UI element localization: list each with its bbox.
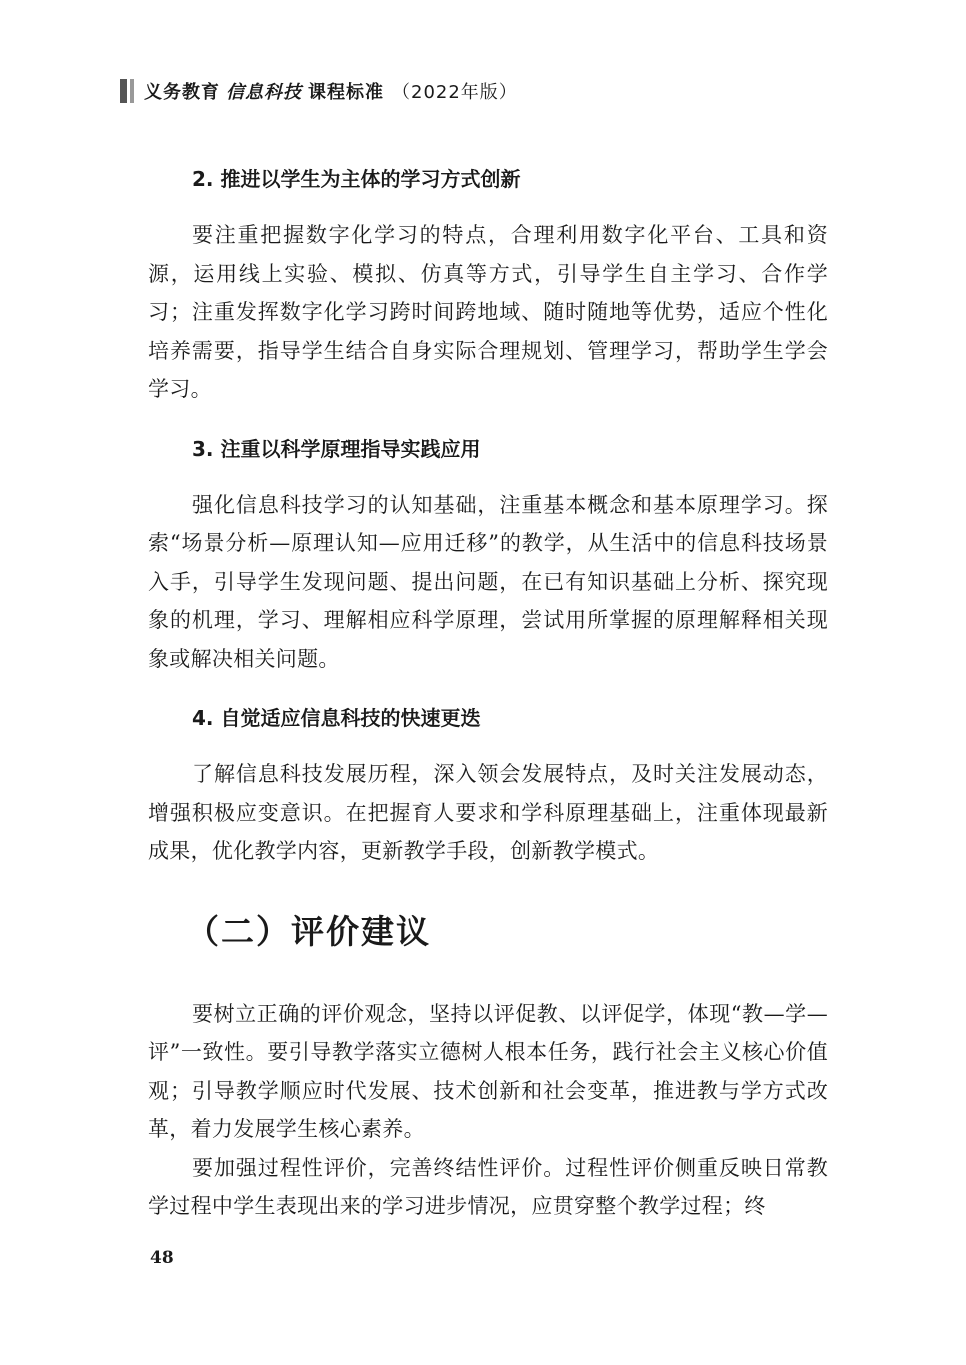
paragraph: 要加强过程性评价，完善终结性评价。过程性评价侧重反映日常教学过程中学生表现出来的学习进步情况，应贯穿整个教学过程；终 [148,1155,828,1218]
section-title-evaluation: （二）评价建议 [186,911,431,951]
header-title-part3: 课程标准 [308,82,384,103]
header-bars-icon [120,79,134,103]
header-title-part2: 信息科技 [226,82,302,103]
paragraph: 强化信息科技学习的认知基础，注重基本概念和基本原理学习。探索“场景分析—原理认知—应用迁移”的教学，从生活中的信息科技场景入手，引导学生发现问题、提出问题，在已有知识基础上分析、探究现象的机理，学习、理解相应科学原理，尝试用所掌握的原理解释相关现象或解决相关问题。 [148,492,828,671]
page-number: 48 [150,1248,174,1268]
subheading-3: 3. 注重以科学原理指导实践应用 [192,436,481,461]
paragraph: 要注重把握数字化学习的特点，合理利用数字化平台、工具和资源，运用线上实验、模拟、仿真等方式，引导学生自主学习、合作学习；注重发挥数字化学习跨时间跨地域、随时随地等优势，适应个性化培养需要，指导学生结合自身实际合理规划、管理学习，帮助学生学会学习。 [148,223,828,401]
subheading-2: 2. 推进以学生为主体的学习方式创新 [192,167,521,191]
header-title-part1: 义务教育 [144,82,220,103]
paragraph: 了解信息科技发展历程，深入领会发展特点，及时关注发展动态，增强积极应变意识。在把握育人要求和学科原理基础上，注重体现最新成果，优化教学内容，更新教学手段，创新教学模式。 [148,762,828,863]
running-header [120,76,518,106]
page-body [148,160,828,1226]
paragraph: 要树立正确的评价观念，坚持以评促教、以评促学，体现“教—学—评”一致性。要引导教学落实立德树人根本任务，践行社会主义核心价值观；引导教学顺应时代发展、技术创新和社会变革，推进教与学方式改革，着力发展学生核心素养。 [148,1001,828,1141]
header-edition: （2022年版） [392,82,518,103]
subheading-4: 4. 自觉适应信息科技的快速更迭 [192,706,481,730]
